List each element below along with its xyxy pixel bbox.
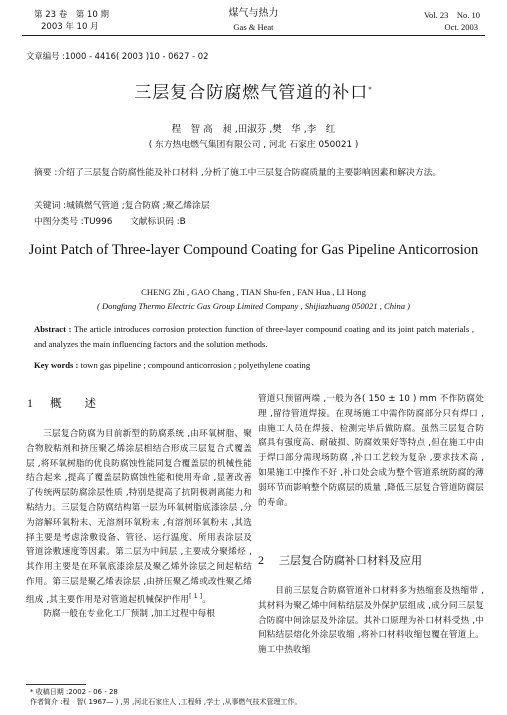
left-paragraph-2: 防腐一般在专业化工厂预制 ,加工过程中每根 xyxy=(43,609,216,620)
abstract-en xyxy=(34,322,474,352)
affiliation-cn: ( 东方热电燃气集团有限公司 , 河北 石家庄 050021 ) xyxy=(148,140,359,150)
right-paragraph-2: 目前三层复合防腐管道补口材料多为热缩套及热缩带 ,其材料为聚乙烯中间粘结层及外保护层组成 ,成分同三层复合防腐中间涂层及外涂层。其补口原理为补口材料受热 ,中间粘结层熔化外涂层收缩 ,将补口材料收缩包覆在管道上。施工中热收缩 xyxy=(258,586,484,656)
section2-number: 2 xyxy=(258,553,264,567)
section1-number: 1 xyxy=(27,396,33,410)
title-en: Joint Patch of Three-layer Compound Coating for Gas Pipeline Anticorrosion xyxy=(28,242,479,258)
left-paragraph-1-text: 三层复合防腐为目前新型的防腐系统 ,由环氧树脂、聚合物胶粘剂和挤压聚乙烯涂层相结合形成三层复合式覆盖层 ,将环氧树脂的优良防腐蚀性能同复合覆盖层的机械性能结合起来 ,提高了覆盖层防腐蚀性能和使用寿命 ,显著改善了传统两层防腐涂层性质 ,特别是提高了抗阴极剥离能力和粘结力。三层复合防腐结构第一层为环氧树脂底漆涂层 ,分为溶解环氧粉末、无溶剂环氧粉末 ,有溶剂环氧粉末 ,其选择主要是考虑涂敷设备、管径、运行温度、所用表涂层及管道涂敷速度等因素。第二层为中间层 ,主要成分聚烯烃 ,其作用主要是在环氧底漆涂层及聚乙烯外涂层之间起粘结作用。第三层是聚乙烯表涂层 ,由挤压聚乙烯或改性聚乙烯组成 ,其主要作用是对管道起机械保护作用 xyxy=(26,429,252,605)
right-paragraph-1: 管道只预留两端 ,一般为各( 150 ± 10 ) mm 不作防腐处理 ,留待管道焊接。在现场施工中需作防腐部分只有焊口 ,由施工人员在焊接、检测完毕后做防腐。虽然三层复合防腐具有强度高、耐破损、防腐效果好等特点 ,但在施工中由于焊口部分需现场防腐 ,补口工艺较为复杂 ,要求技术高 ,如果施工中操作不好 ,补口处会成为整个管道系统防腐的薄弱环节而影响整个防腐层的质量 ,降低三层复合管道防腐层的寿命。 xyxy=(258,394,484,508)
left-paragraph-1: 三层复合防腐为目前新型的防腐系统 ,由环氧树脂、聚合物胶粘剂和挤压聚乙烯涂层相结合形成三层复合式覆盖层 ,将环氧树脂的优良防腐蚀性能同复合覆盖层的机械性能结合起来 ,提高了覆盖层防腐蚀性能和使用寿命 ,显著改善了传统两层防腐涂层性质 ,特别是提高了抗阴极剥离能力和粘结力。三层复合防腐结构第一层为环氧树脂底漆涂层 ,分为溶解环氧粉末、无溶剂环氧粉末 ,有溶剂环氧粉末 ,其选择主要是考虑涂敷设备、管径、运行温度、所用表涂层及管道涂敷速度等因素。第二层为中间层 ,主要成分聚烯烃 ,其作用主要是在环氧底漆涂层及聚乙烯外涂层之间起粘结作用。第三层是聚乙烯表涂层 ,由挤压聚乙烯或改性聚乙烯组成 ,其主要作用是对管道起机械保护作用[ 1 ]。 xyxy=(26,429,252,605)
header-journal-en: Gas & Heat xyxy=(233,22,274,32)
footnote-rule xyxy=(26,684,86,685)
header-month: Oct. 2003 xyxy=(444,22,478,32)
keywords-en-text: town gas pipeline ; compound anticorrosion ; polyethylene coating xyxy=(78,360,311,370)
abstract-en-label: Abstract : xyxy=(34,324,72,334)
header-date: 2003 年 10 月 xyxy=(41,22,99,32)
article-number: 文章编号 :1000 - 4416( 2003 )10 - 0627 - 02 xyxy=(26,51,209,61)
keywords-en-label: Key words : xyxy=(34,360,79,370)
keywords-en xyxy=(34,360,310,370)
section1-title: 概 述 xyxy=(50,396,96,410)
authors-cn: 程 智 高 昶 ,田淑芬 ,樊 华 ,李 红 xyxy=(171,124,336,135)
footnote-received: * 收稿日期 :2002 - 06 - 28 xyxy=(30,688,118,696)
keywords-cn: 关键词 :城镇燃气管道 ;复合防腐 ;聚乙烯涂层 xyxy=(34,201,210,211)
authors-en: CHENG Zhi , GAO Chang , TIAN Shu-fen , FAN Hua , LI Hong xyxy=(141,287,366,297)
section2-heading xyxy=(258,552,422,568)
section1-heading xyxy=(27,395,96,411)
section2-title: 三层复合防腐补口材料及应用 xyxy=(279,554,422,567)
title-footnote-mark: * xyxy=(368,85,373,94)
header-journal-cn: 煤气与热力 xyxy=(228,8,279,19)
header-volume: 第 23 卷 第 10 期 xyxy=(34,10,109,20)
header-vol-no: Vol. 23 No. 10 xyxy=(423,10,480,20)
affiliation-en: ( Dongfang Thermo Electric Gas Group Limited Company , Shijiazhuang 050021 , China ) xyxy=(96,301,411,311)
citation-1: [ 1 ] xyxy=(189,592,203,600)
title-cn xyxy=(0,78,507,103)
classification: 中图分类号 :TU996 文献标识码 :B xyxy=(34,217,186,227)
right-column-body-2 xyxy=(258,584,484,658)
header-rule xyxy=(22,35,485,36)
title-cn-text: 三层复合防腐燃气管道的补口 xyxy=(134,83,369,103)
abstract-en-text: The article introduces corrosion protection function of three-layer compound coating and its joint patch materials , and analyzes the main influencing factors and the solution methods. xyxy=(34,324,474,349)
left-column-body xyxy=(26,427,252,622)
abstract-cn: 摘要 :介绍了三层复合防腐性能及补口材料 ,分析了施工中三层复合防腐质量的主要影响因素和解决方法。 xyxy=(34,168,442,178)
footnote-author: 作者简介 :程 智( 1967— ) ,男 ,河北石家庄人 ,工程师 ,学士 ,从事燃气技术管理工作。 xyxy=(30,698,302,706)
right-column-body xyxy=(258,392,484,510)
